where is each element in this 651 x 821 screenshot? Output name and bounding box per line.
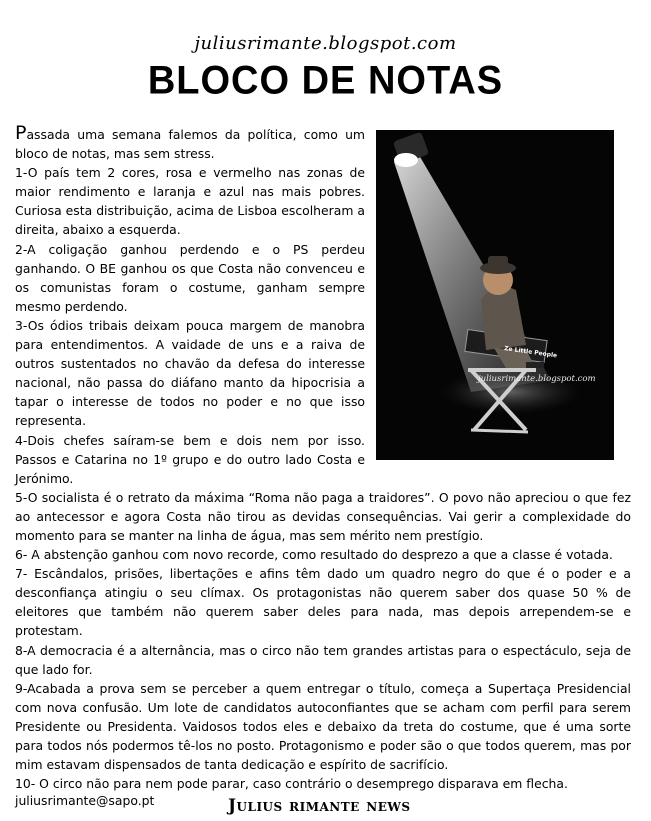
page-title: BLOCO DE NOTAS: [147, 58, 504, 104]
article-paragraph-2: 2-A coligação ganhou perdendo e o PS perdeu ganhando. O BE ganhou os que Costa não convenceu e os comunistas foram o costume, ganham sempre mesmo perdendo.: [15, 241, 365, 314]
blog-url: juliusrimante.blogspot.com: [194, 33, 457, 54]
article-paragraph-10: 10- O circo não para nem pode parar, caso contrário o desemprego disparava em flecha.: [15, 776, 568, 792]
article-paragraph-7: 7- Escândalos, prisões, libertações e afins têm dado um quadro negro do que é o poder e a desconfiança atingiu o seu clímax. Os protagonistas não querem saber dos quase 50 % de eleitores que também não querem saber deles para nada, mas depois arrependem-se e protestam.: [15, 566, 631, 639]
article-intro: [15, 124, 365, 163]
article-paragraph-5: 5-O socialista é o retrato da máxima “Roma não paga a traidores”. O povo não apreciou o que fez ao antecessor e agora Costa não tirou as devidas consequências. Vai gerir a complexidade do momento para se manter na linha de água, mas sem mérito nem prestígio.: [15, 489, 631, 543]
author-email[interactable]: juliusrimante@sapo.pt: [15, 793, 155, 808]
chair-label: Ze Little People: [503, 345, 558, 360]
article-paragraph-1: 1-O país tem 2 cores, rosa e vermelho nas zonas de maior rendimento e laranja e azul nas mais pobres. Curiosa esta distribuição, acima de Lisboa escolheram a direita, abaixo a esquerda.: [15, 165, 365, 238]
article-paragraph-8: 8-A democracia é a alternância, mas o circo não tem grandes artistas para o espectáculo, seja de que lado for.: [15, 642, 631, 677]
article-paragraph-4: 4-Dois chefes saíram-se bem e dois nem por isso. Passos e Catarina no 1º grupo e do outro lado Costa e Jerónimo.: [15, 432, 365, 486]
article-paragraph-3: 3-Os ódios tribais deixam pouca margem de manobra para entendimentos. A vaidade de uns e a raiva de outros sustentados no chavão da defesa do interesse nacional, não passa do diáfano manto da hipocrisia a tapar o interesse de todos no poder e no que isso representa.: [15, 317, 365, 429]
footer-brand: Julius rimante news: [228, 796, 411, 816]
drop-cap: P: [15, 122, 27, 144]
article-paragraph-6: 6- A abstenção ganhou com novo recorde, como resultado do desprezo a que a classe é votada.: [15, 547, 613, 563]
article-paragraph-9: 9-Acabada a prova sem se perceber a quem entregar o título, começa a Supertaça Presidencial com nova confusão. Um lote de candidatos autoconfiantes que se acham com perfil para serem Presidente ou Presidenta. Vaidosos todos eles e debaixo da treta do costume, que é uma sorte para todos nós podermos tê-los no posto. Protagonismo e poder são o que todos querem, mas por mim estavam dispensados de tanta dedicação e espírito de sacrifício.: [15, 680, 631, 773]
article-left-column: [15, 124, 365, 488]
photo-caption: juliusrimante.blogspot.com: [478, 374, 596, 384]
intro-text: assada uma semana falemos da política, como um bloco de notas, mas sem stress.: [15, 127, 365, 162]
article-body: [15, 124, 631, 793]
